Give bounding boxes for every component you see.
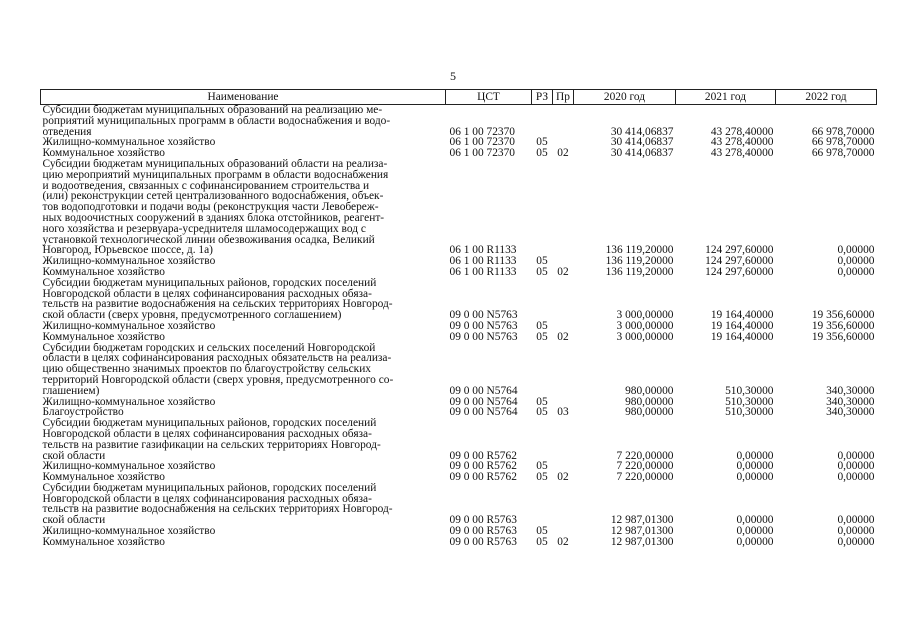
cell-name: Субсидии бюджетам муниципальных образований на реализацию ме- роприятий муниципальных программ в области водоснабжения и водо- отведения [42,104,391,138]
cell-rz: 05 [536,461,548,473]
table-row [41,418,877,461]
cell-name: Коммунальное хозяйство [42,266,165,278]
cell-2022: 66 978,70000 [811,125,875,138]
cell-pr [553,256,574,267]
header-name: Наименование [41,90,446,105]
cell-2022: 340,30000 [826,384,875,397]
header-cst: ЦСТ [446,90,532,105]
cell-cst: 09 0 00 R5762 [449,449,517,462]
table-row [41,343,877,397]
cell-pr: 02 [557,148,569,159]
cell-2022: 19 356,60000 [811,331,875,343]
cell-2020: 136 119,20000 [605,256,674,267]
cell-2020: 980,00000 [625,407,674,419]
cell-name: Жилищно-коммунальное хозяйство [42,137,216,149]
cell-name: Коммунальное хозяйство [42,536,165,548]
cell-2021: 43 278,40000 [710,125,774,138]
cell-pr: 02 [557,331,569,343]
cell-name: Жилищно-коммунальное хозяйство [42,461,216,473]
cell-2021: 0,00000 [736,526,774,537]
cell-2022: 19 356,60000 [811,320,875,332]
cell-cst: 09 0 00 R5762 [449,461,517,473]
cell-rz [532,343,553,397]
cell-2022: 0,00000 [837,449,875,462]
cell-rz [532,159,553,256]
cell-cst: 09 0 00 N5764 [449,396,518,408]
cell-name: Благоустройство [42,407,124,419]
cell-pr [553,397,574,408]
cell-2021: 0,00000 [736,514,774,527]
table-row [41,256,877,267]
cell-pr: 02 [557,472,569,483]
cell-name: Субсидии бюджетам городских и сельских поселений Новгородской области в целях софинансирования расходных обязательств на реализа- цию общественно значимых проектов по благоустройству сельских территорий Новгородской области (сверх уровня, предусмотренного со- глашением) [42,342,394,397]
table-row [41,159,877,256]
cell-pr [553,418,574,461]
cell-rz: 05 [536,526,548,537]
cell-2021: 510,30000 [725,407,774,419]
cell-2022: 0,00000 [837,526,875,537]
cell-rz: 05 [536,137,548,149]
table-row [41,278,877,321]
cell-rz: 05 [536,256,548,267]
cell-2020: 3 000,00000 [616,320,674,332]
cell-2020: 980,00000 [625,396,674,408]
table-row [41,472,877,483]
cell-cst: 06 1 00 R1133 [449,244,517,257]
cell-name: Субсидии бюджетам муниципальных районов, городских поселений Новгородской области в целях софинансирования расходных обяза- тельств на развитие водоснабжения на сельских территориях Новгород- ской области (сверх уровня, предусмотренного соглашением) [42,277,393,321]
cell-cst: 09 0 00 R5763 [449,514,517,527]
cell-cst: 09 0 00 R5763 [449,536,517,548]
cell-pr [553,483,574,526]
cell-2020: 30 414,06837 [610,125,674,138]
cell-2021: 510,30000 [725,396,774,408]
cell-2022: 0,00000 [837,472,875,483]
cell-rz: 05 [536,331,548,343]
cell-pr [553,526,574,537]
cell-2022: 0,00000 [837,536,875,548]
cell-2020: 980,00000 [625,384,674,397]
cell-cst: 06 1 00 R1133 [449,266,517,278]
cell-rz: 05 [536,320,548,332]
cell-2020: 3 000,00000 [616,331,674,343]
page-number: 5 [450,69,456,83]
cell-cst: 06 1 00 R1133 [449,256,517,267]
cell-2021: 0,00000 [736,461,774,473]
table-row [41,321,877,332]
cell-pr [553,137,574,148]
cell-rz: 05 [536,148,548,159]
cell-cst: 09 0 00 N5763 [449,331,518,343]
cell-2021: 124 297,60000 [705,256,774,267]
cell-cst: 09 0 00 R5762 [449,472,517,483]
cell-cst: 09 0 00 N5764 [449,384,518,397]
cell-2020: 30 414,06837 [610,137,674,149]
cell-2021: 0,00000 [736,536,774,548]
cell-2020: 30 414,06837 [610,148,674,159]
cell-pr: 02 [557,266,569,278]
cell-name: Жилищно-коммунальное хозяйство [42,526,216,537]
cell-2021: 510,30000 [725,384,774,397]
cell-2020: 12 987,01300 [610,526,674,537]
table-header-row [41,90,877,105]
cell-2021: 0,00000 [736,449,774,462]
cell-2021: 0,00000 [736,472,774,483]
cell-pr [553,278,574,321]
table-row [41,537,877,548]
cell-2021: 43 278,40000 [710,137,774,149]
table-row [41,407,877,418]
cell-cst: 06 1 00 72370 [449,125,515,138]
cell-pr [553,343,574,397]
cell-2021: 43 278,40000 [710,148,774,159]
cell-rz: 05 [536,472,548,483]
cell-2022: 0,00000 [837,514,875,527]
header-2020: 2020 год [574,90,676,105]
cell-name: Коммунальное хозяйство [42,148,165,159]
table-row [41,397,877,408]
cell-rz [532,483,553,526]
cell-rz: 05 [536,266,548,278]
cell-cst: 09 0 00 N5763 [449,320,518,332]
cell-2022: 0,00000 [837,244,875,257]
cell-2020: 7 220,00000 [616,449,674,462]
cell-2022: 0,00000 [837,461,875,473]
cell-cst: 09 0 00 N5763 [449,309,518,321]
cell-name: Коммунальное хозяйство [42,472,165,483]
header-2022: 2022 год [776,90,877,105]
cell-name: Жилищно-коммунальное хозяйство [42,396,216,408]
table-row [41,461,877,472]
header-rz: РЗ [532,90,553,105]
budget-table [40,89,877,548]
header-pr: Пр [553,90,574,105]
cell-2022: 0,00000 [837,266,875,278]
cell-pr [553,321,574,332]
cell-rz [532,418,553,461]
cell-rz: 05 [536,407,548,419]
cell-name: Субсидии бюджетам муниципальных районов, городских поселений Новгородской области в целях софинансирования расходных обяза- тельств на развитие водоснабжения на сельских территориях Новгород- ской области [42,482,393,527]
cell-2021: 124 297,60000 [705,244,774,257]
cell-pr [553,105,574,138]
cell-rz: 05 [536,536,548,548]
cell-2022: 340,30000 [826,407,875,419]
cell-rz: 05 [536,396,548,408]
cell-pr [553,159,574,256]
cell-cst: 09 0 00 N5764 [449,407,518,419]
header-2021: 2021 год [676,90,776,105]
table-row [41,148,877,159]
cell-2020: 3 000,00000 [616,309,674,321]
cell-2022: 66 978,70000 [811,137,875,149]
table-row [41,526,877,537]
cell-rz [532,105,553,138]
cell-2020: 12 987,01300 [610,536,674,548]
cell-2022: 66 978,70000 [811,148,875,159]
cell-2021: 124 297,60000 [705,266,774,278]
cell-name: Коммунальное хозяйство [42,331,165,343]
table-row [41,483,877,526]
cell-2022: 0,00000 [837,256,875,267]
table-row [41,332,877,343]
cell-2021: 19 164,40000 [710,309,774,321]
cell-pr: 02 [557,536,569,548]
table-body [41,105,877,548]
table-row [41,105,877,138]
cell-name: Субсидии бюджетам муниципальных образований области на реализа- цию мероприятий муниципальных программ в области водоснабжения и водоотведения, связанных с софинансированием строительства и (или) реконструкции сетей централизованного водоснабжения, объек- тов водоподготовки и подачи воды (реконструкция части Левобереж- ных водоочистных сооружений в зданиях блока отстойников, реагент- ного хозяйства и резервуара-усреднителя шламосодержащих вод с установкой технологической линии обезвоживания осадка, Великий Новгород, Юрьевское шоссе, д. 1а) [42,158,389,257]
table-row [41,267,877,278]
cell-cst: 06 1 00 72370 [449,148,515,159]
cell-name: Субсидии бюджетам муниципальных районов, городских поселений Новгородской области в целях софинансирования расходных обяза- тельств на развитие газификации на сельских территориях Новгород- ской области [42,418,381,462]
cell-rz [532,278,553,321]
cell-name: Жилищно-коммунальное хозяйство [42,320,216,332]
cell-2020: 12 987,01300 [610,514,674,527]
cell-cst: 09 0 00 R5763 [449,526,517,537]
cell-2020: 7 220,00000 [616,472,674,483]
cell-pr: 03 [557,407,569,419]
cell-cst: 06 1 00 72370 [449,137,515,149]
cell-2021: 19 164,40000 [710,320,774,332]
cell-2022: 340,30000 [826,396,875,408]
cell-2020: 7 220,00000 [616,461,674,473]
cell-2022: 19 356,60000 [811,309,875,321]
cell-2020: 136 119,20000 [605,266,674,278]
table-row [41,137,877,148]
cell-2020: 136 119,20000 [605,244,674,257]
cell-pr [553,461,574,472]
cell-name: Жилищно-коммунальное хозяйство [42,256,216,267]
cell-2021: 19 164,40000 [710,331,774,343]
